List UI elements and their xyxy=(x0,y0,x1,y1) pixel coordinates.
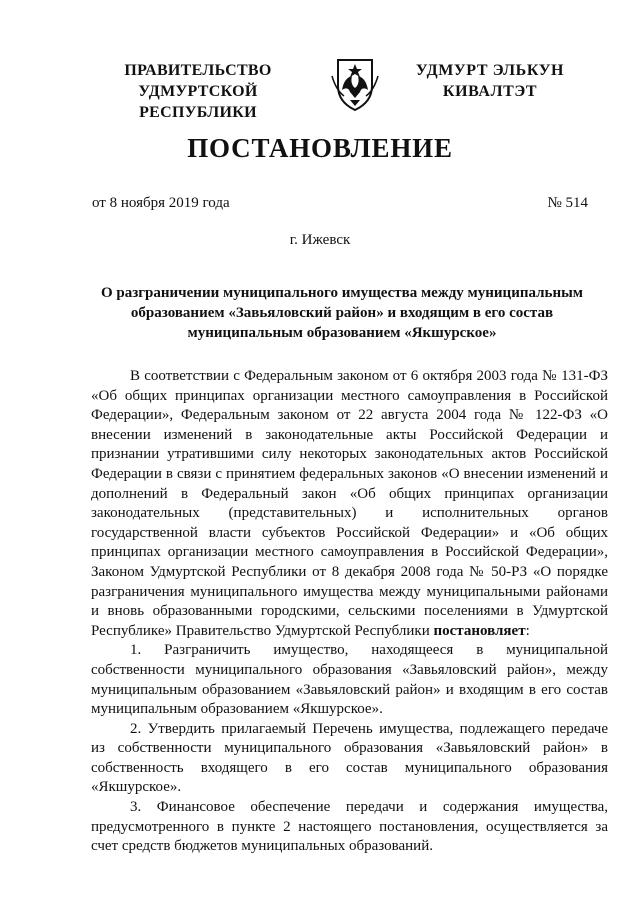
document-date: от 8 ноября 2019 года xyxy=(92,195,230,211)
issuer-name-russian-line2: УДМУРТСКОЙ РЕСПУБЛИКИ xyxy=(138,83,258,121)
document-type-title: ПОСТАНОВЛЕНИЕ xyxy=(187,133,453,163)
document-body xyxy=(91,367,608,857)
preamble-text: В соответствии с Федеральным законом от 6 октября 2003 года № 131-ФЗ «Об общих принципах организации местного самоуправления в Российской Федерации», Федеральным законом от 22 августа 2004 года № 122-ФЗ «О внесении изменений в законодательные акты Российской Федерации и признании утратившими силу некоторых законодательных актов Российской Федерации в связи с принятием федеральных законов «О внесении изменений и дополнений в Федеральный закон «Об общих принципах организации законодательных (представительных) и исполнительных органов государственной власти субъектов Российской Федерации» и «Об общих принципах организации местного самоуправления в Российской Федерации», Законом Удмуртской Республики от 8 декабря 2008 года № 50-РЗ «О порядке разграничения муниципального имущества между муниципальными районами и вновь образованными городскими, сельскими поселениями в Удмуртской Республике» Правительство Удмуртской Республики xyxy=(91,368,608,639)
decree-word: постановляет xyxy=(433,622,526,639)
decree-colon: : xyxy=(525,622,530,639)
clause-2: 2. Утвердить прилагаемый Перечень имущества, подлежащего передаче из собственности муниципального образования «Завьяловский район» в собственность входящего в его состав муниципального образования «Якшурское». xyxy=(91,720,608,796)
clause-1: 1. Разграничить имущество, находящееся в муниципальной собственности муниципального образования «Завьяловский район», между муниципальным образованием «Завьяловский район» и входящим в его состав муниципальным образованием «Якшурское». xyxy=(91,642,608,718)
document-number: № 514 xyxy=(547,195,588,211)
document-subject: О разграничении муниципального имущества между муниципальным образованием «Завьяловский район» и входящим в его состав муниципальным образованием «Якшурское» xyxy=(100,285,584,341)
issuer-name-russian-line1: ПРАВИТЕЛЬСТВО xyxy=(124,62,272,79)
document-city: г. Ижевск xyxy=(289,232,351,248)
clause-3: 3. Финансовое обеспечение передачи и содержания имущества, предусмотренного в пункте 2 настоящего постановления, осуществляется за счет средств бюджетов муниципальных образований. xyxy=(91,799,608,855)
preamble-paragraph xyxy=(91,367,608,641)
issuer-name-udmurt-line1: УДМУРТ ЭЛЬКУН xyxy=(415,62,565,79)
coat-of-arms-emblem-icon xyxy=(330,56,380,112)
issuer-name-udmurt xyxy=(392,60,588,102)
issuer-name-russian xyxy=(82,60,314,123)
issuer-name-udmurt-line2: КИВАЛТЭТ xyxy=(442,83,538,100)
